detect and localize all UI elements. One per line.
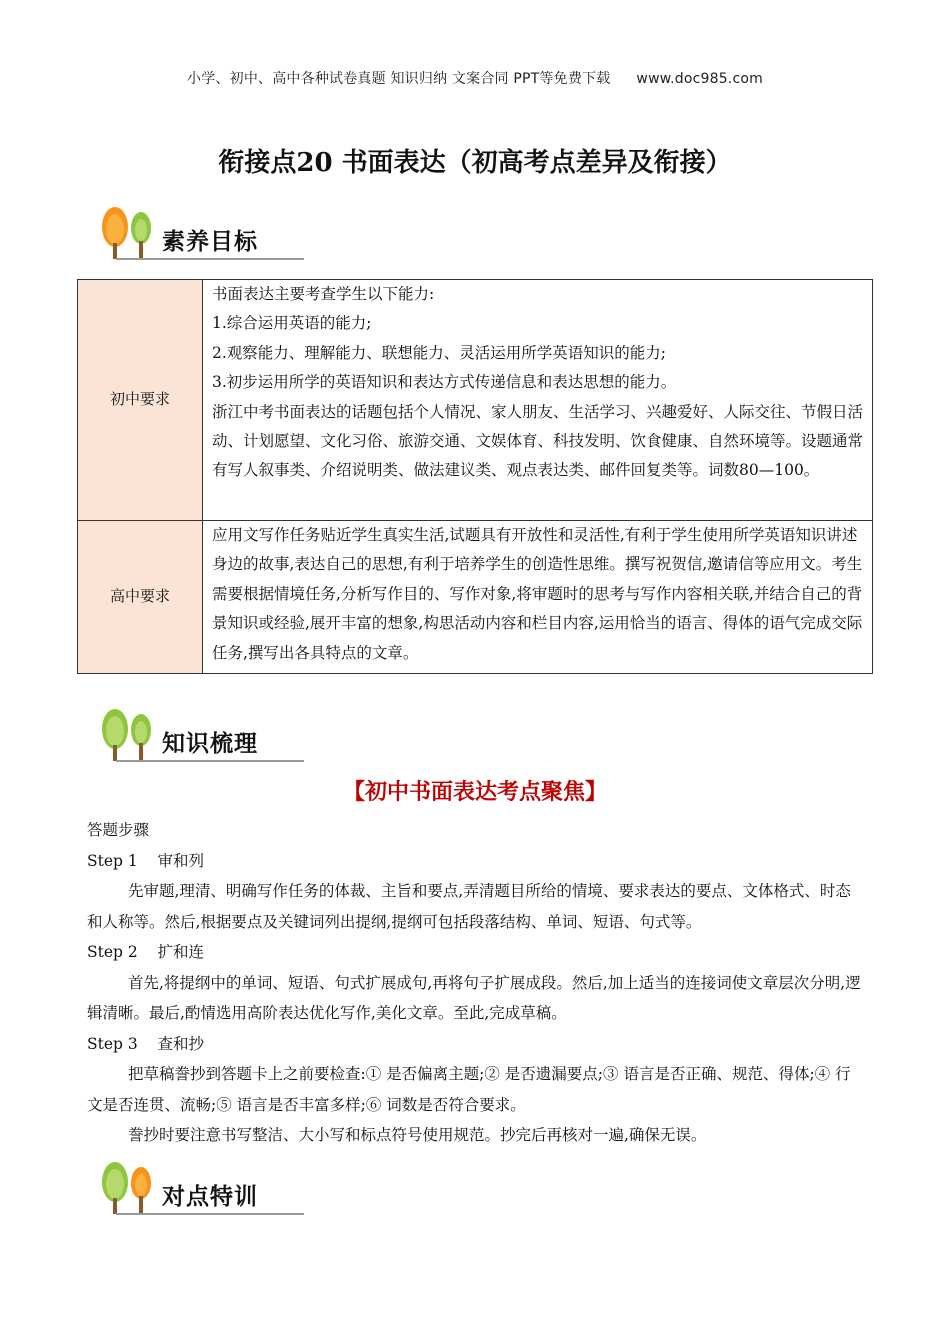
row-heading: 高中要求	[78, 521, 203, 674]
tree-pair-icon	[96, 1158, 158, 1216]
steps-label: 答题步骤	[87, 821, 150, 839]
row-content	[203, 280, 873, 521]
step-label: Step 1 审和列	[87, 851, 204, 870]
tree-pair-icon	[96, 203, 158, 261]
header-slogan: 小学、初中、高中各种试卷真题 知识归纳 文案合同 PPT等免费下载	[187, 71, 611, 87]
section-heading-knowledge	[96, 705, 306, 763]
section-heading-goals	[96, 203, 306, 261]
content-line: 1.综合运用英语的能力;	[212, 314, 372, 333]
content-line: 书面表达主要考查学生以下能力:	[212, 285, 435, 303]
closing-text: 誊抄时要注意书写整洁、大小写和标点符号使用规范。抄完后再核对一遍,确保无误。	[128, 1126, 707, 1144]
requirements-table	[77, 279, 873, 674]
content-line: 浙江中考书面表达的话题包括个人情况、家人朋友、生活学习、兴趣爱好、人际交往、节假日活动、计划愿望、文化习俗、旅游交通、文娱体育、科技发明、饮食健康、自然环境等。设题通常有写人叙事类、介绍说明类、做法建议类、观点表达类、邮件回复类等。词数80—100。	[212, 402, 864, 480]
section-label: 知识梳理	[162, 731, 258, 757]
step-label: Step 2 扩和连	[87, 943, 204, 961]
focus-body	[87, 815, 865, 1151]
focus-title: 【初中书面表达考点聚焦】	[342, 779, 607, 805]
section-label: 对点特训	[162, 1184, 258, 1210]
table-row	[78, 280, 873, 521]
section-underline	[116, 1213, 304, 1215]
row-content	[203, 521, 873, 674]
page-title: 衔接点20 书面表达（初高考点差异及衔接）	[218, 148, 732, 178]
row-heading: 初中要求	[78, 280, 203, 521]
section-label: 素养目标	[162, 229, 258, 255]
page-header	[0, 68, 950, 88]
content-line: 3.初步运用所学的英语知识和表达方式传递信息和表达思想的能力。	[212, 373, 677, 392]
step-text: 先审题,理清、明确写作任务的体裁、主旨和要点,弄清题目所给的情境、要求表达的要点、文体格式、时态和人称等。然后,根据要点及关键词列出提纲,提纲可包括段落结构、单词、短语、句式等。	[87, 882, 851, 931]
step-text: 把草稿誊抄到答题卡上之前要检查:① 是否偏离主题;② 是否遗漏要点;③ 语言是否正确、规范、得体;④ 行文是否连贯、流畅;⑤ 语言是否丰富多样;⑥ 词数是否符合要求。	[87, 1065, 851, 1114]
content-line: 应用文写作任务贴近学生真实生活,试题具有开放性和灵活性,有利于学生使用所学英语知识讲述身边的故事,表达自己的思想,有利于培养学生的创造性思维。撰写祝贺信,邀请信等应用文。考生需要根据情境任务,分析写作目的、写作对象,将审题时的思考与写作内容相关联,并结合自己的背景知识或经验,展开丰富的想象,构思活动内容和栏目内容,运用恰当的语言、得体的语气完成交际任务,撰写出各具特点的文章。	[212, 526, 863, 662]
section-heading-practice	[96, 1158, 306, 1216]
step-text: 首先,将提纲中的单词、短语、句式扩展成句,再将句子扩展成段。然后,加上适当的连接词使文章层次分明,逻辑清晰。最后,酌情选用高阶表达优化写作,美化文章。至此,完成草稿。	[87, 973, 861, 1022]
section-underline	[116, 760, 304, 762]
section-underline	[116, 258, 304, 260]
tree-pair-icon	[96, 705, 158, 763]
content-line: 2.观察能力、理解能力、联想能力、灵活运用所学英语知识的能力;	[212, 343, 667, 362]
table-row	[78, 521, 873, 674]
step-label: Step 3 查和抄	[87, 1034, 204, 1053]
header-site[interactable]: www.doc985.com	[636, 71, 763, 87]
